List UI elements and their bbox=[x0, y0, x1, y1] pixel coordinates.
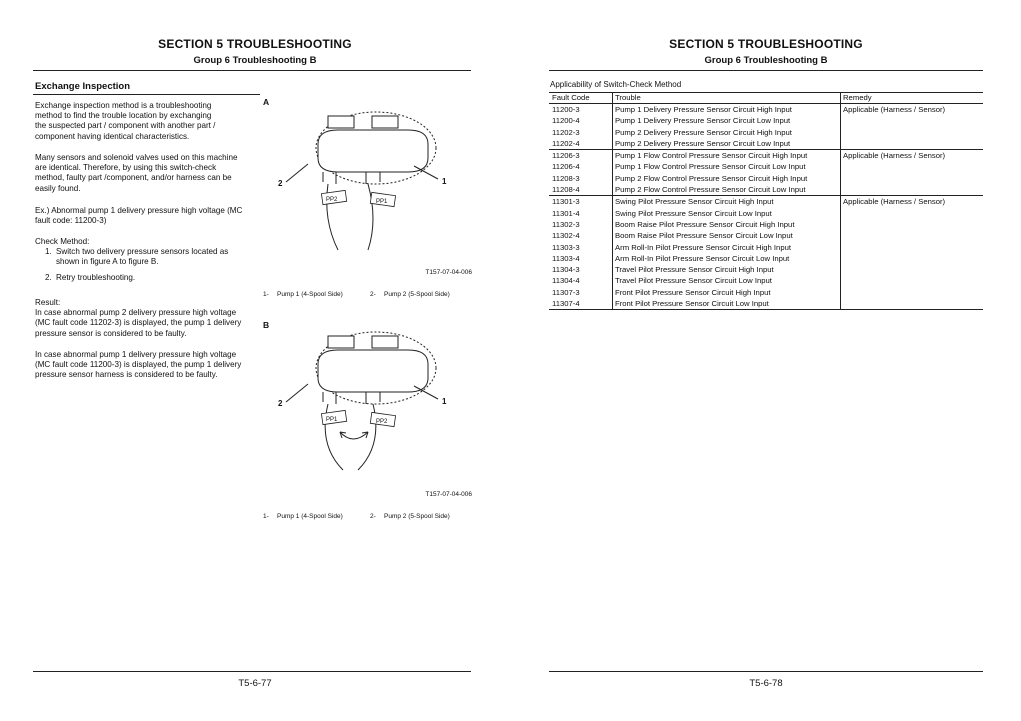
fault-code-cell: 11200-4 bbox=[552, 116, 580, 126]
table-header-row bbox=[549, 93, 983, 104]
fault-code-cell: 11206-3 bbox=[552, 151, 580, 161]
result-paragraph bbox=[35, 298, 265, 339]
trouble-cell: Boom Raise Pilot Pressure Sensor Circuit High Input bbox=[613, 219, 841, 230]
trouble-cell: Pump 2 Flow Control Pressure Sensor Circuit High Input bbox=[613, 173, 841, 184]
table-row bbox=[549, 138, 983, 150]
exchange-inspection-heading: Exchange Inspection bbox=[35, 81, 131, 92]
text-line: method, faulty part /component, and/or harness can be bbox=[35, 173, 232, 183]
table-row bbox=[549, 150, 983, 162]
fault-code-cell: 11304-3 bbox=[552, 265, 580, 275]
header-rule bbox=[33, 70, 471, 71]
remedy-cell: Applicable (Harness / Sensor) bbox=[841, 150, 984, 162]
example-paragraph bbox=[35, 206, 255, 226]
table-row bbox=[549, 161, 983, 172]
trouble-cell: Pump 2 Delivery Pressure Sensor Circuit Low Input bbox=[613, 138, 841, 150]
legend-num: 2- bbox=[370, 513, 376, 520]
trouble-cell: Pump 1 Delivery Pressure Sensor Circuit Low Input bbox=[613, 115, 841, 126]
remedy-cell bbox=[841, 253, 984, 264]
callout-leader-2 bbox=[286, 164, 308, 182]
check-method-label: Check Method: bbox=[35, 237, 90, 246]
text-line: Switch two delivery pressure sensors located as bbox=[56, 247, 229, 256]
legend-text: Pump 1 (4-Spool Side) bbox=[277, 291, 343, 298]
section-title: SECTION 5 TROUBLESHOOTING bbox=[669, 37, 863, 51]
text-line: pressure sensor harness is considered to be faulty. bbox=[35, 370, 218, 380]
trouble-cell: Boom Raise Pilot Pressure Sensor Circuit Low Input bbox=[613, 230, 841, 241]
column-header-fault-code: Fault Code bbox=[549, 93, 613, 104]
remedy-cell bbox=[841, 138, 984, 150]
text-line: In case abnormal pump 1 delivery pressure high voltage bbox=[35, 350, 237, 359]
legend-text: Pump 1 (4-Spool Side) bbox=[277, 513, 343, 520]
text-line: easily found. bbox=[35, 183, 81, 193]
text-line: fault code: 11200-3) bbox=[35, 216, 107, 226]
trouble-cell: Arm Roll-In Pilot Pressure Sensor Circuit High Input bbox=[613, 242, 841, 253]
legend-text: Pump 2 (5-Spool Side) bbox=[384, 291, 450, 298]
legend-num: 1- bbox=[263, 291, 269, 298]
trouble-cell: Swing Pilot Pressure Sensor Circuit High Input bbox=[613, 196, 841, 208]
table-row bbox=[549, 115, 983, 126]
fault-code-cell: 11303-4 bbox=[552, 253, 580, 263]
remedy-cell bbox=[841, 127, 984, 138]
header-rule bbox=[549, 70, 983, 71]
callout-leader-1 bbox=[414, 166, 438, 179]
page-number: T5-6-78 bbox=[749, 678, 783, 689]
pp2-tag-label: PP2 bbox=[376, 419, 388, 425]
remedy-cell: Applicable (Harness / Sensor) bbox=[841, 196, 984, 208]
fault-code-cell: 11302-3 bbox=[552, 219, 580, 229]
table-body bbox=[549, 104, 983, 310]
callout-1: 1 bbox=[442, 397, 447, 406]
table-row bbox=[549, 242, 983, 253]
trouble-cell: Pump 1 Flow Control Pressure Sensor Circuit High Input bbox=[613, 150, 841, 162]
pp1-tag-label: PP1 bbox=[326, 417, 338, 423]
figure-b-label: B bbox=[263, 320, 270, 330]
group-title: Group 6 Troubleshooting B bbox=[193, 55, 317, 66]
sensor-stems bbox=[323, 392, 380, 404]
left-page bbox=[0, 0, 510, 721]
callout-2: 2 bbox=[278, 399, 283, 408]
step-item bbox=[45, 247, 245, 267]
fault-code-cell: 11301-3 bbox=[552, 197, 580, 207]
heading-underline bbox=[33, 94, 260, 95]
step-text bbox=[56, 247, 228, 267]
pump-body bbox=[318, 130, 428, 172]
remedy-cell bbox=[841, 219, 984, 230]
check-method-steps bbox=[45, 247, 245, 284]
remedy-cell: Applicable (Harness / Sensor) bbox=[841, 104, 984, 116]
text-line: Ex.) Abnormal pump 1 delivery pressure high voltage (MC bbox=[35, 206, 243, 215]
pp2-tag-label: PP2 bbox=[326, 197, 338, 203]
table-row bbox=[549, 264, 983, 275]
group-title: Group 6 Troubleshooting B bbox=[704, 55, 828, 66]
text-line: pressure sensor is considered to be faulty. bbox=[35, 328, 187, 338]
table-row bbox=[549, 104, 983, 116]
pump-port bbox=[372, 336, 398, 348]
table-row bbox=[549, 275, 983, 286]
figure-b-ref: T157-07-04-006 bbox=[425, 491, 472, 498]
trouble-cell: Pump 1 Flow Control Pressure Sensor Circuit Low Input bbox=[613, 161, 841, 172]
fault-code-cell: 11301-4 bbox=[552, 208, 580, 218]
table-caption: Applicability of Switch-Check Method bbox=[550, 80, 682, 89]
table-row bbox=[549, 253, 983, 264]
legend-num: 1- bbox=[263, 513, 269, 520]
callout-2: 2 bbox=[278, 179, 283, 188]
fault-code-cell: 11302-4 bbox=[552, 231, 580, 241]
fault-code-cell: 11307-4 bbox=[549, 298, 613, 310]
trouble-cell: Travel Pilot Pressure Sensor Circuit High Input bbox=[613, 264, 841, 275]
remedy-cell bbox=[841, 287, 984, 298]
remedy-cell bbox=[841, 275, 984, 286]
page-number: T5-6-77 bbox=[238, 678, 272, 689]
pp1-tag-label: PP1 bbox=[376, 199, 388, 205]
callout-1: 1 bbox=[442, 177, 447, 186]
trouble-cell: Front Pilot Pressure Sensor Circuit Low Input bbox=[613, 298, 841, 310]
section-title: SECTION 5 TROUBLESHOOTING bbox=[158, 37, 352, 51]
figure-a-diagram bbox=[268, 100, 468, 265]
text-line: (MC fault code 11202-3) is displayed, the pump 1 delivery bbox=[35, 318, 242, 328]
trouble-cell: Travel Pilot Pressure Sensor Circuit Low Input bbox=[613, 275, 841, 286]
trouble-cell: Pump 2 Delivery Pressure Sensor Circuit High Input bbox=[613, 127, 841, 138]
table-row bbox=[549, 219, 983, 230]
step-item bbox=[45, 273, 245, 283]
text-line: component having identical characteristics. bbox=[35, 131, 190, 141]
remedy-cell bbox=[841, 298, 984, 310]
table-row bbox=[549, 298, 983, 310]
remedy-cell bbox=[841, 264, 984, 275]
trouble-cell: Swing Pilot Pressure Sensor Circuit Low Input bbox=[613, 208, 841, 219]
text-line: method to find the trouble location by exchanging bbox=[35, 111, 212, 121]
figure-a-ref: T157-07-04-006 bbox=[425, 269, 472, 276]
trouble-cell: Pump 1 Delivery Pressure Sensor Circuit High Input bbox=[613, 104, 841, 116]
text-line: the suspected part / component with another part / bbox=[35, 121, 216, 131]
step-number: 2. bbox=[45, 273, 52, 283]
sensors-paragraph bbox=[35, 153, 255, 194]
table-row bbox=[549, 208, 983, 219]
table-row bbox=[549, 196, 983, 208]
pump-body bbox=[318, 350, 428, 392]
pump-port bbox=[328, 116, 354, 128]
fault-code-cell: 11206-4 bbox=[552, 162, 580, 172]
column-header-trouble: Trouble bbox=[613, 93, 841, 104]
trouble-cell: Pump 2 Flow Control Pressure Sensor Circuit Low Input bbox=[613, 184, 841, 196]
switch-check-table bbox=[549, 92, 983, 310]
text-line: Result: bbox=[35, 298, 61, 307]
intro-paragraph bbox=[35, 101, 255, 142]
remedy-cell bbox=[841, 242, 984, 253]
result-paragraph-2 bbox=[35, 350, 265, 381]
remedy-cell bbox=[841, 173, 984, 184]
fault-code-cell: 11303-3 bbox=[552, 242, 580, 252]
figure-a-label: A bbox=[263, 97, 270, 107]
table-row bbox=[549, 173, 983, 184]
remedy-cell bbox=[841, 161, 984, 172]
callout-leader-2 bbox=[286, 384, 308, 402]
figure-b-diagram bbox=[268, 320, 468, 485]
step-text: Retry troubleshooting. bbox=[56, 273, 136, 283]
fault-code-cell: 11200-3 bbox=[552, 105, 580, 114]
right-page bbox=[511, 0, 1021, 721]
table-row bbox=[549, 230, 983, 241]
remedy-cell bbox=[841, 230, 984, 241]
table-row bbox=[549, 127, 983, 138]
sensor-stems bbox=[323, 172, 380, 184]
fault-code-cell: 11202-3 bbox=[552, 127, 580, 137]
table-row bbox=[549, 287, 983, 298]
trouble-cell: Front Pilot Pressure Sensor Circuit High Input bbox=[613, 287, 841, 298]
pump-port bbox=[372, 116, 398, 128]
figure-a-legend bbox=[263, 291, 450, 298]
callout-leader-1 bbox=[414, 386, 438, 399]
footer-rule bbox=[33, 671, 471, 672]
text-line: are identical. Therefore, by using this switch-check bbox=[35, 163, 217, 173]
text-line: Exchange inspection method is a troubleshooting bbox=[35, 101, 212, 110]
table-row bbox=[549, 184, 983, 196]
remedy-cell bbox=[841, 184, 984, 196]
fault-code-cell: 11208-3 bbox=[552, 173, 580, 183]
column-header-remedy: Remedy bbox=[841, 93, 984, 104]
fault-code-cell: 11208-4 bbox=[549, 184, 613, 196]
step-number: 1. bbox=[45, 247, 52, 256]
text-line: shown in figure A to figure B. bbox=[56, 257, 159, 267]
figure-b-legend bbox=[263, 513, 450, 520]
fault-code-cell: 11202-4 bbox=[549, 138, 613, 150]
remedy-cell bbox=[841, 208, 984, 219]
pump-port bbox=[328, 336, 354, 348]
fault-code-cell: 11307-3 bbox=[552, 287, 580, 297]
trouble-cell: Arm Roll-In Pilot Pressure Sensor Circuit Low Input bbox=[613, 253, 841, 264]
legend-num: 2- bbox=[370, 291, 376, 298]
remedy-cell bbox=[841, 115, 984, 126]
fault-code-cell: 11304-4 bbox=[552, 276, 580, 286]
footer-rule bbox=[549, 671, 983, 672]
legend-text: Pump 2 (5-Spool Side) bbox=[384, 513, 450, 520]
text-line: Many sensors and solenoid valves used on this machine bbox=[35, 153, 238, 162]
text-line: (MC fault code 11200-3) is displayed, the pump 1 delivery bbox=[35, 360, 242, 370]
text-line: In case abnormal pump 2 delivery pressure high voltage bbox=[35, 308, 237, 318]
